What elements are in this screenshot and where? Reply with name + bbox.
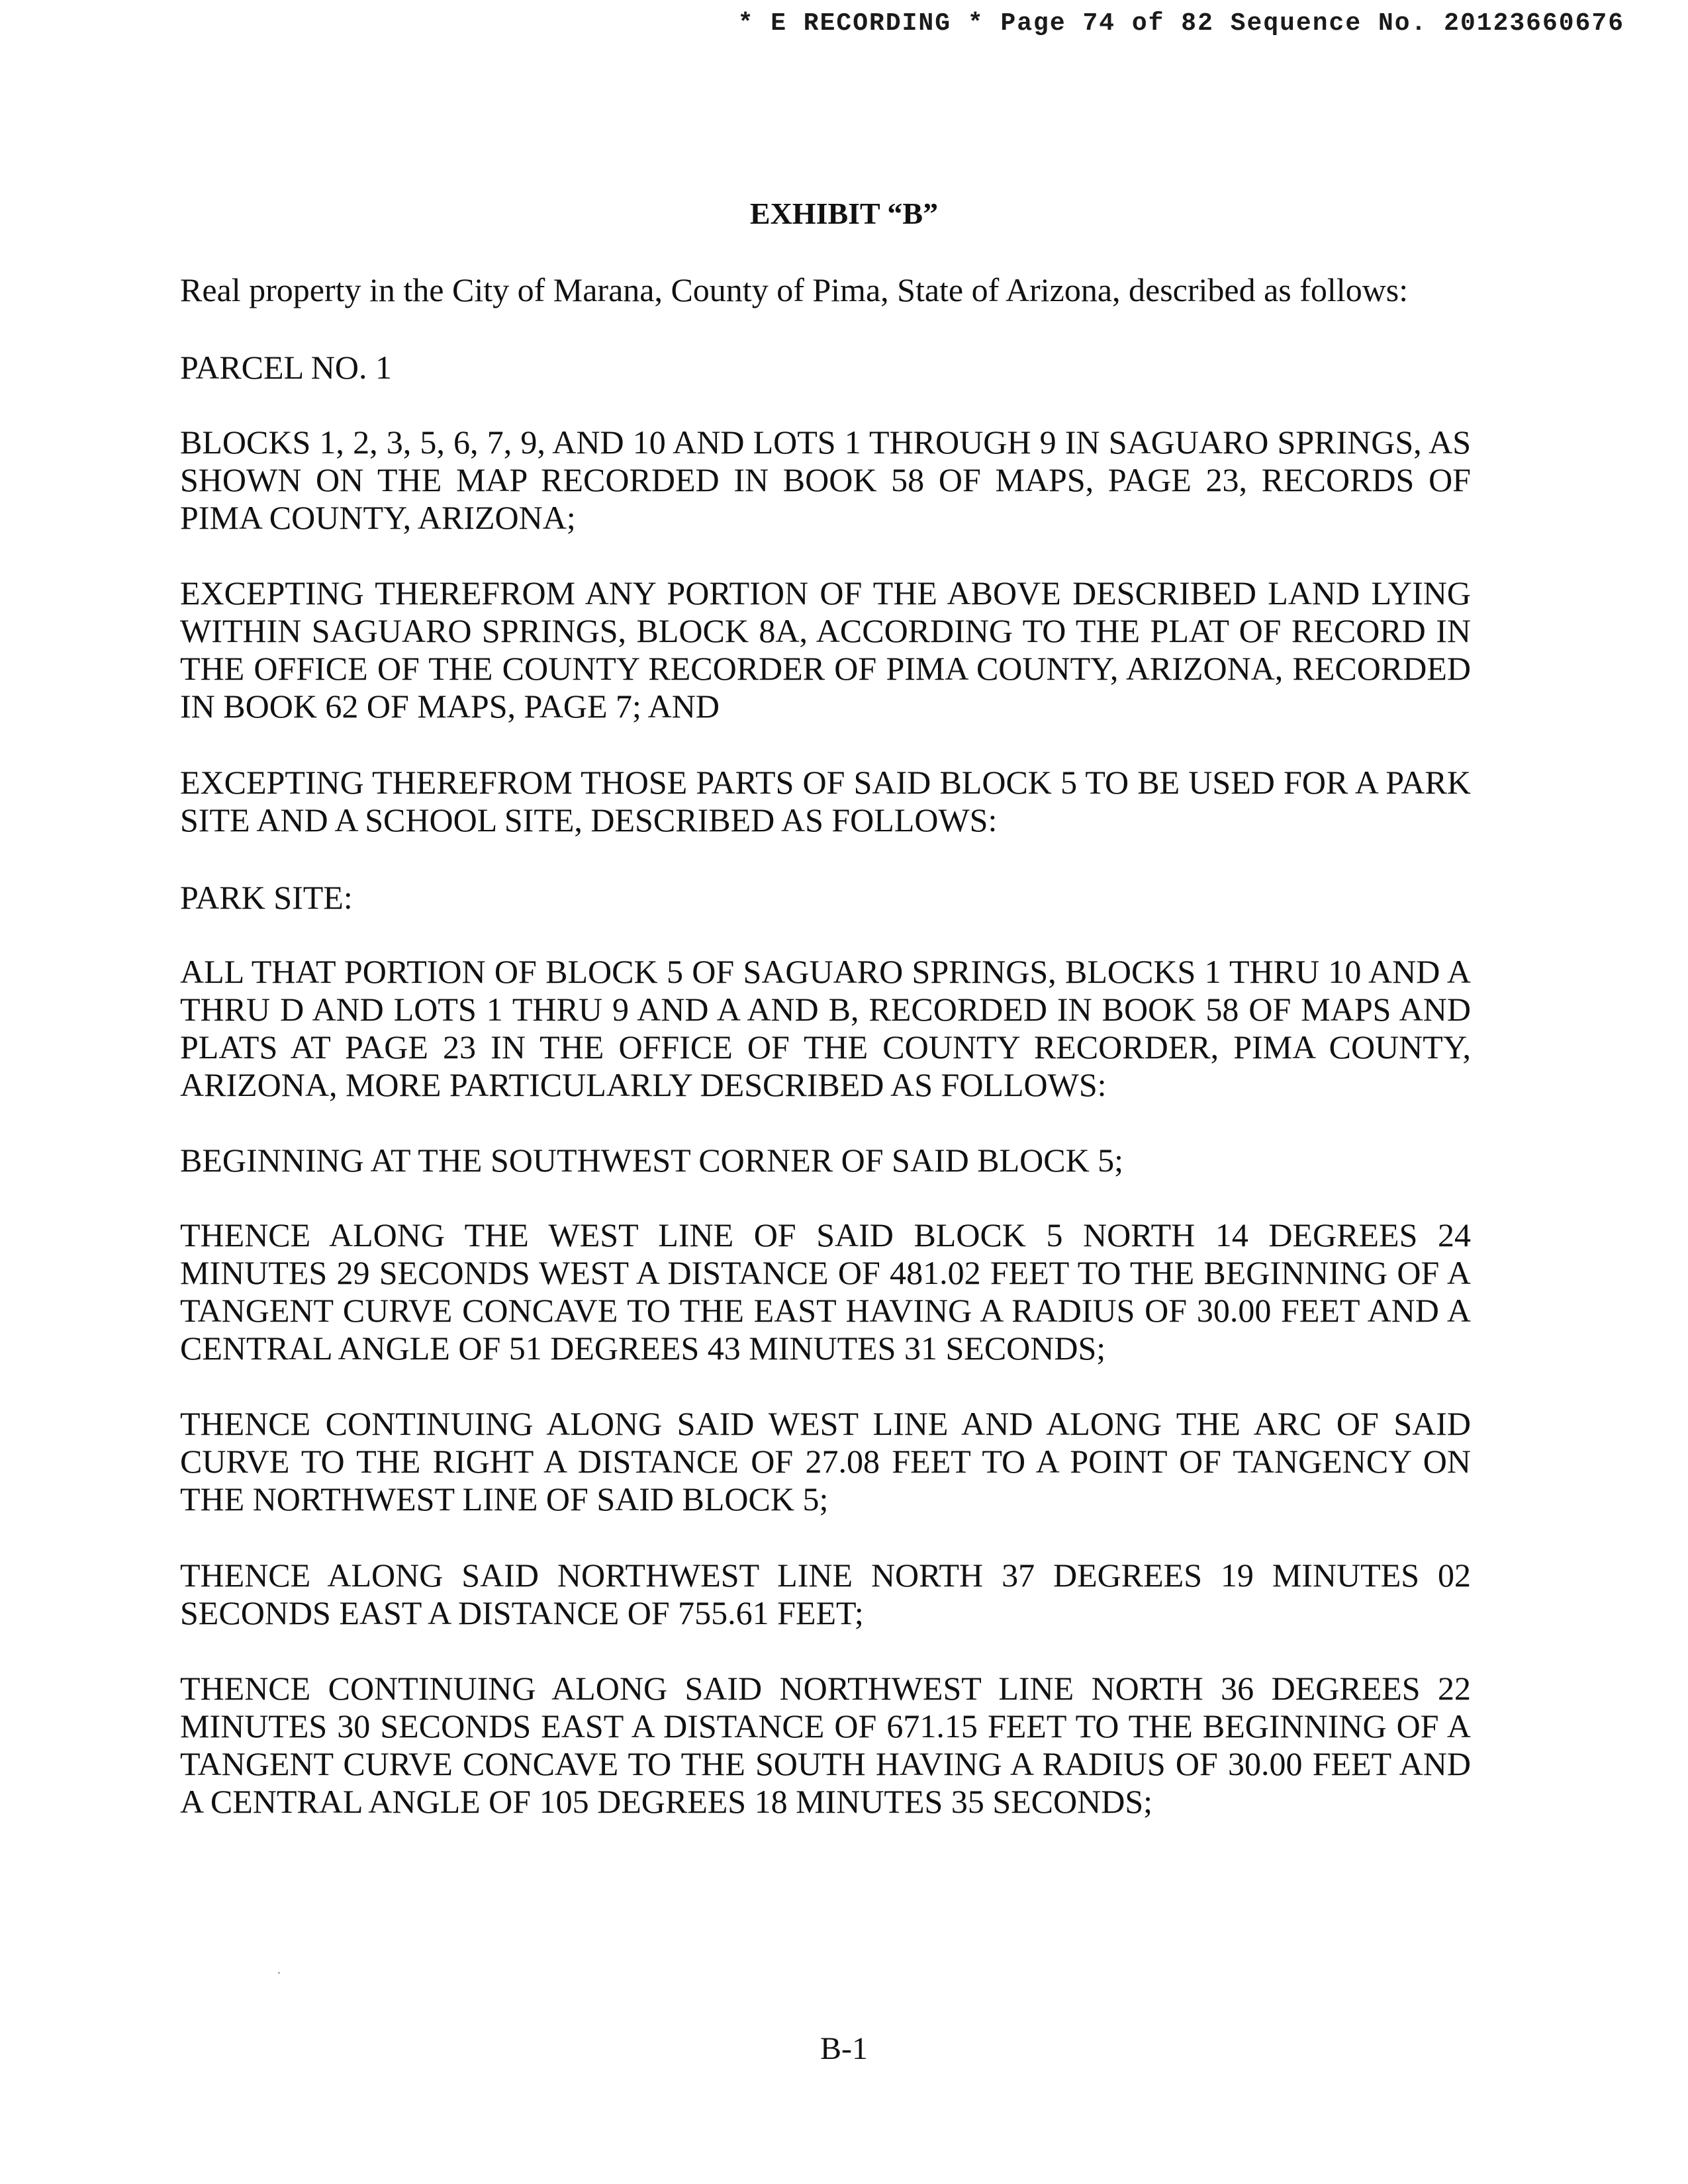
- page-label: B-1: [820, 2031, 868, 2066]
- paragraph-arc-curve: THENCE CONTINUING ALONG SAID WEST LINE AND ALONG THE ARC OF SAID CURVE TO THE RIGHT A DISTANCE OF 27.08 FEET TO A POINT OF TANGENCY ON THE NORTHWEST LINE OF SAID BLOCK 5;: [180, 1405, 1471, 1518]
- scan-speck: [278, 1972, 280, 1974]
- paragraph-northwest-continue: THENCE CONTINUING ALONG SAID NORTHWEST LINE NORTH 36 DEGREES 22 MINUTES 30 SECONDS EAST A DISTANCE OF 671.15 FEET TO THE BEGINNING OF A TANGENT CURVE CONCAVE TO THE SOUTH HAVING A RADIUS OF 30.00 FEET AND A CENTRAL ANGLE OF 105 DEGREES 18 MINUTES 35 SECONDS;: [180, 1670, 1471, 1820]
- parcel-heading: PARCEL NO. 1: [180, 349, 392, 386]
- paragraph-excepting-block5: EXCEPTING THEREFROM THOSE PARTS OF SAID BLOCK 5 TO BE USED FOR A PARK SITE AND A SCHOOL SITE, DESCRIBED AS FOLLOWS:: [180, 764, 1471, 839]
- paragraph-northwest-line: THENCE ALONG SAID NORTHWEST LINE NORTH 37 DEGREES 19 MINUTES 02 SECONDS EAST A DISTANCE OF 755.61 FEET;: [180, 1557, 1471, 1631]
- recording-stamp: * E RECORDING * Page 74 of 82 Sequence No. 20123660676: [737, 9, 1624, 38]
- paragraph-west-line: THENCE ALONG THE WEST LINE OF SAID BLOCK 5 NORTH 14 DEGREES 24 MINUTES 29 SECONDS WEST A DISTANCE OF 481.02 FEET TO THE BEGINNING OF A TANGENT CURVE CONCAVE TO THE EAST HAVING A RADIUS OF 30.00 FEET AND A CENTRAL ANGLE OF 51 DEGREES 43 MINUTES 31 SECONDS;: [180, 1216, 1471, 1367]
- intro-text: Real property in the City of Marana, County of Pima, State of Arizona, described as follows:: [180, 271, 1409, 308]
- paragraph-excepting-8a: EXCEPTING THEREFROM ANY PORTION OF THE ABOVE DESCRIBED LAND LYING WITHIN SAGUARO SPRINGS, BLOCK 8A, ACCORDING TO THE PLAT OF RECORD IN THE OFFICE OF THE COUNTY RECORDER OF PIMA COUNTY, ARIZONA, RECORDED IN BOOK 62 OF MAPS, PAGE 7; AND: [180, 574, 1471, 725]
- park-site-heading: PARK SITE:: [180, 879, 353, 916]
- paragraph-beginning: BEGINNING AT THE SOUTHWEST CORNER OF SAID BLOCK 5;: [180, 1142, 1124, 1179]
- exhibit-title: EXHIBIT “B”: [749, 197, 939, 230]
- paragraph-park-portion: ALL THAT PORTION OF BLOCK 5 OF SAGUARO SPRINGS, BLOCKS 1 THRU 10 AND A THRU D AND LOTS 1 THRU 9 AND A AND B, RECORDED IN BOOK 58 OF MAPS AND PLATS AT PAGE 23 IN THE OFFICE OF THE COUNTY RECORDER, PIMA COUNTY, ARIZONA, MORE PARTICULARLY DESCRIBED AS FOLLOWS:: [180, 953, 1471, 1103]
- paragraph-blocks: BLOCKS 1, 2, 3, 5, 6, 7, 9, AND 10 AND LOTS 1 THROUGH 9 IN SAGUARO SPRINGS, AS SHOWN ON THE MAP RECORDED IN BOOK 58 OF MAPS, PAGE 23, RECORDS OF PIMA COUNTY, ARIZONA;: [180, 424, 1471, 536]
